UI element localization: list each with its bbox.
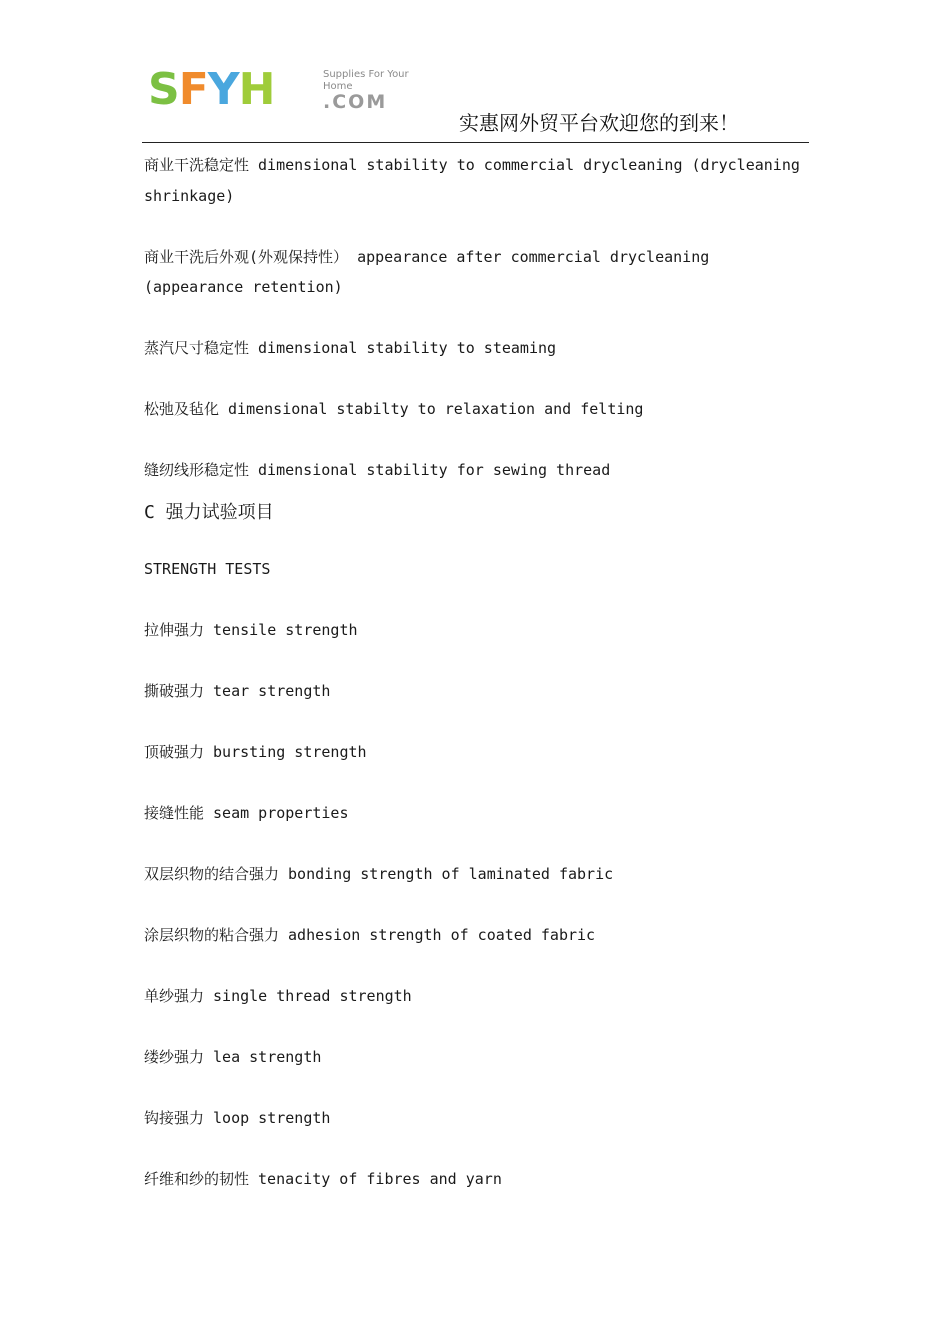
term-entry: 钩接强力 loop strength — [144, 1108, 331, 1127]
section-subheading: STRENGTH TESTS — [144, 559, 271, 578]
term-entry: 拉伸强力 tensile strength — [144, 620, 358, 639]
logo-letters — [148, 64, 275, 115]
header-slogan: 实惠网外贸平台欢迎您的到来！ — [459, 111, 739, 135]
document-body — [144, 150, 810, 1225]
logo-letter-s: S — [148, 64, 179, 115]
term-entry: 顶破强力 bursting strength — [144, 742, 367, 761]
term-entry: 蒸汽尺寸稳定性 dimensional stability to steaming — [144, 339, 557, 357]
logo-tagline — [323, 69, 409, 93]
term-entry: 缕纱强力 lea strength — [144, 1047, 322, 1066]
logo-tagline-line-1: Supplies For Your — [323, 69, 409, 80]
section-heading: C 强力试验项目 — [144, 501, 274, 523]
term-entry: 松弛及毡化 dimensional stabilty to relaxation and felting — [144, 400, 644, 418]
term-entry: 撕破强力 tear strength — [144, 681, 331, 700]
sfyh-logo — [145, 64, 411, 115]
logo-dotcom: .COM — [323, 91, 388, 113]
logo-letter-h: H — [238, 64, 275, 115]
term-entry: 缝纫线形稳定性 dimensional stability for sewing thread — [144, 461, 611, 479]
logo-tagline-line-2: Home — [323, 81, 353, 92]
term-entry: 接缝性能 seam properties — [144, 803, 349, 822]
logo-letter-f: F — [178, 64, 208, 115]
term-entry: 双层织物的结合强力 bonding strength of laminated fabric — [144, 864, 614, 883]
term-entry: 涂层织物的粘合强力 adhesion strength of coated fabric — [144, 925, 596, 944]
page-header — [142, 64, 809, 143]
term-entry: 纤维和纱的韧性 tenacity of fibres and yarn — [144, 1169, 502, 1188]
term-entry: 商业干洗稳定性 dimensional stability to commercial drycleaning (drycleaning shrinkage) — [144, 156, 800, 205]
term-entry: 商业干洗后外观(外观保持性） appearance after commercial drycleaning (appearance retention) — [144, 247, 710, 296]
term-entry: 单纱强力 single thread strength — [144, 986, 412, 1005]
logo-letter-y: Y — [207, 64, 239, 115]
